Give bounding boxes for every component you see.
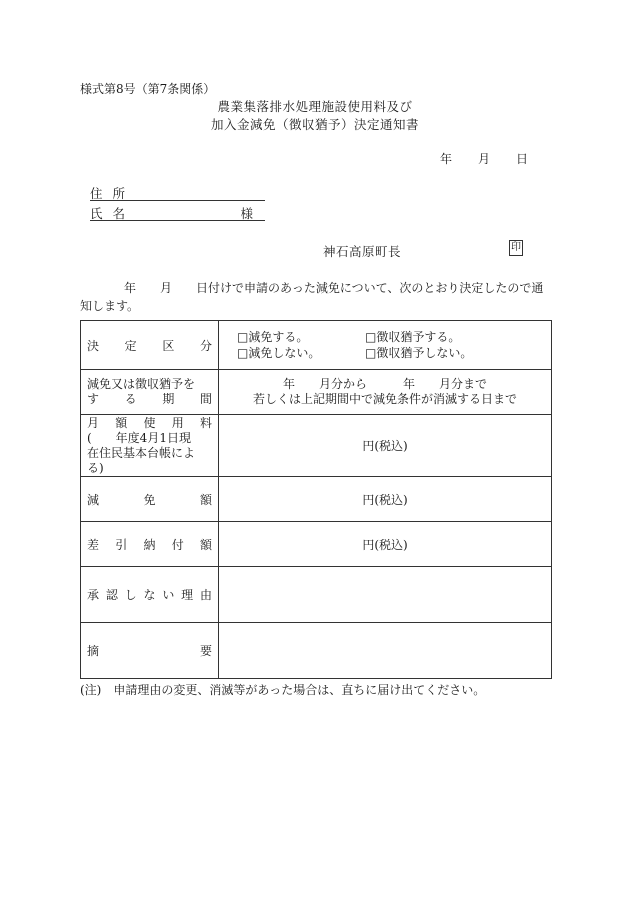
net-payment-label: 差 引 納 付 額 — [81, 522, 219, 567]
name-line — [90, 204, 265, 221]
body-text-line1: 年 月 日付けで申請のあった減免について、次のとおり決定したので通 — [124, 281, 544, 295]
rejection-reason-label: 承 認 し な い 理 由 — [81, 567, 219, 623]
table-row — [81, 623, 552, 679]
option-no-defer[interactable]: □徴収猶予しない。 — [365, 346, 473, 360]
rejection-reason-value[interactable] — [219, 567, 552, 623]
document-title-line2: 加入金減免（徴収猶予）決定通知書 — [210, 117, 419, 132]
table-row — [81, 522, 552, 567]
period-content: 年 月分から 年 月分まで 若しくは上記期間中で減免条件が消滅する日まで — [219, 370, 552, 415]
option-defer[interactable]: □徴収猶予する。 — [365, 330, 461, 344]
reduction-amount-value: 円(税込) — [219, 477, 552, 522]
net-payment-value: 円(税込) — [219, 522, 552, 567]
issue-date — [440, 150, 528, 167]
body-text-line2: 知します。 — [80, 299, 140, 313]
table-row — [81, 567, 552, 623]
option-exempt[interactable]: □減免する。 — [237, 330, 309, 344]
remarks-label: 摘 要 — [81, 623, 219, 679]
table-row — [81, 370, 552, 415]
document-title-line1: 農業集落排水処理施設使用料及び — [217, 99, 413, 114]
address-line — [90, 184, 265, 201]
decision-category-label: 決 定 区 分 — [81, 321, 219, 370]
name-suffix: 様 — [240, 206, 253, 221]
table-row — [81, 321, 552, 370]
name-label: 氏名 — [90, 206, 136, 221]
date-year: 年 — [440, 152, 453, 166]
decision-table — [80, 320, 552, 679]
decision-options — [219, 321, 552, 370]
issuer-name: 神石高原町長 — [323, 244, 402, 259]
monthly-fee-value: 円(税込) — [219, 415, 552, 477]
table-row — [81, 415, 552, 477]
table-row — [81, 477, 552, 522]
footnote: (注) 申請理由の変更、消滅等があった場合は、直ちに届け出てください。 — [80, 683, 486, 697]
reduction-amount-label: 減 免 額 — [81, 477, 219, 522]
seal-mark: 印 — [509, 240, 523, 256]
remarks-value[interactable] — [219, 623, 552, 679]
form-number: 様式第8号（第7条関係） — [80, 82, 216, 96]
date-day: 日 — [516, 152, 529, 166]
period-label: 減免又は徴収猶予を す る 期 間 — [81, 370, 219, 415]
date-month: 月 — [478, 152, 491, 166]
address-label: 住所 — [90, 186, 136, 201]
option-no-exempt[interactable]: □減免しない。 — [237, 346, 321, 360]
monthly-fee-label: 月 額 使 用 料 ( 年度4月1日現 在住民基本台帳によ る) — [81, 415, 219, 477]
